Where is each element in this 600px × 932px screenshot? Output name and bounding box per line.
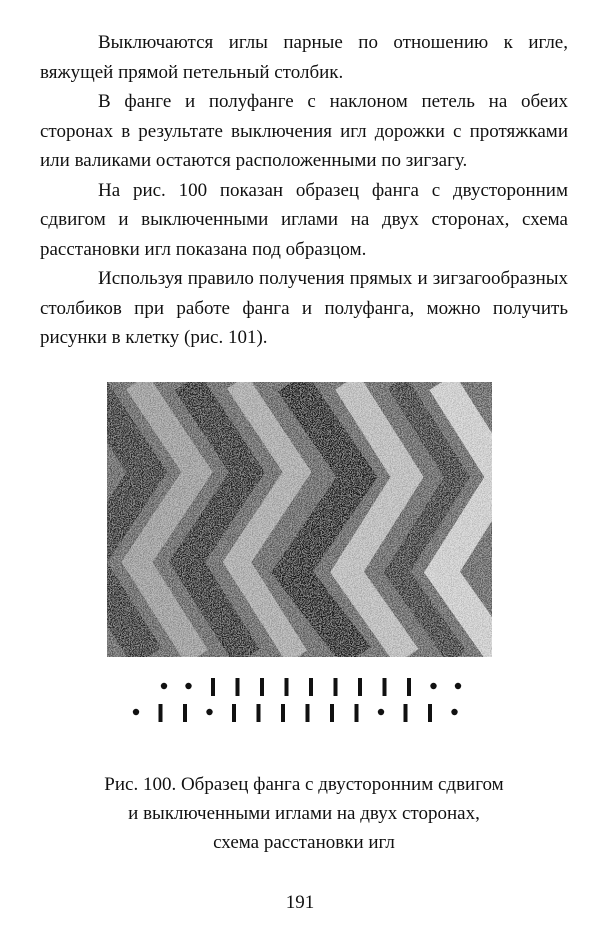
caption-line-3: схема расстановки игл: [213, 832, 395, 853]
top-row-needle-4: [260, 678, 264, 696]
top-row-dot-11: [430, 683, 436, 689]
bottom-row-dot-3: [206, 709, 212, 715]
top-row-dot-0: [161, 683, 167, 689]
bottom-row-needle-9: [355, 704, 359, 722]
top-row-needle-7: [334, 678, 338, 696]
page-number: 191: [285, 892, 315, 913]
paragraph-1: Выключаются иглы парные по отношению к игле, вяжущей прямой петельный столбик.: [40, 32, 568, 83]
needle-scheme: [120, 676, 480, 726]
paragraph-3: На рис. 100 показан образец фанга с двусторонним сдвигом и выключенными иглами на двух сторонах, схема расстановки игл показана под образцом.: [40, 179, 568, 260]
top-row-needle-9: [383, 678, 387, 696]
bottom-row-dot-0: [133, 709, 139, 715]
top-row-dot-1: [185, 683, 191, 689]
bottom-row-dot-10: [378, 709, 384, 715]
paragraph-2: В фанге и полуфанге с наклоном петель на обеих сторонах в результате выключения игл дорожки с протяжками или валиками остаются расположенными по зигзагу.: [40, 91, 568, 171]
paragraph-4: Используя правило получения прямых и зигзагообразных столбиков при работе фанга и полуфанга, можно получить рисунки в клетку (рис. 101).: [40, 268, 568, 348]
top-row-needle-8: [358, 678, 362, 696]
bottom-row-needle-2: [183, 704, 187, 722]
body-text: [40, 28, 568, 353]
knit-sample-photo: [107, 382, 492, 657]
bottom-row-needle-8: [330, 704, 334, 722]
caption-line-2: и выключенными иглами на двух сторонах,: [128, 803, 480, 824]
bottom-row-dot-13: [451, 709, 457, 715]
bottom-row-needle-11: [404, 704, 408, 722]
top-row-dot-12: [455, 683, 461, 689]
bottom-row-needle-1: [159, 704, 163, 722]
top-row-needle-2: [211, 678, 215, 696]
bottom-row-needle-7: [306, 704, 310, 722]
top-row-needle-10: [407, 678, 411, 696]
bottom-row-needle-5: [257, 704, 261, 722]
top-row-needle-3: [236, 678, 240, 696]
caption-line-1: Рис. 100. Образец фанга с двусторонним сдвигом: [104, 774, 504, 795]
bottom-row-needle-6: [281, 704, 285, 722]
top-row-needle-6: [309, 678, 313, 696]
figure-caption: [40, 770, 568, 857]
bottom-row-needle-4: [232, 704, 236, 722]
top-row-needle-5: [285, 678, 289, 696]
bottom-row-needle-12: [428, 704, 432, 722]
